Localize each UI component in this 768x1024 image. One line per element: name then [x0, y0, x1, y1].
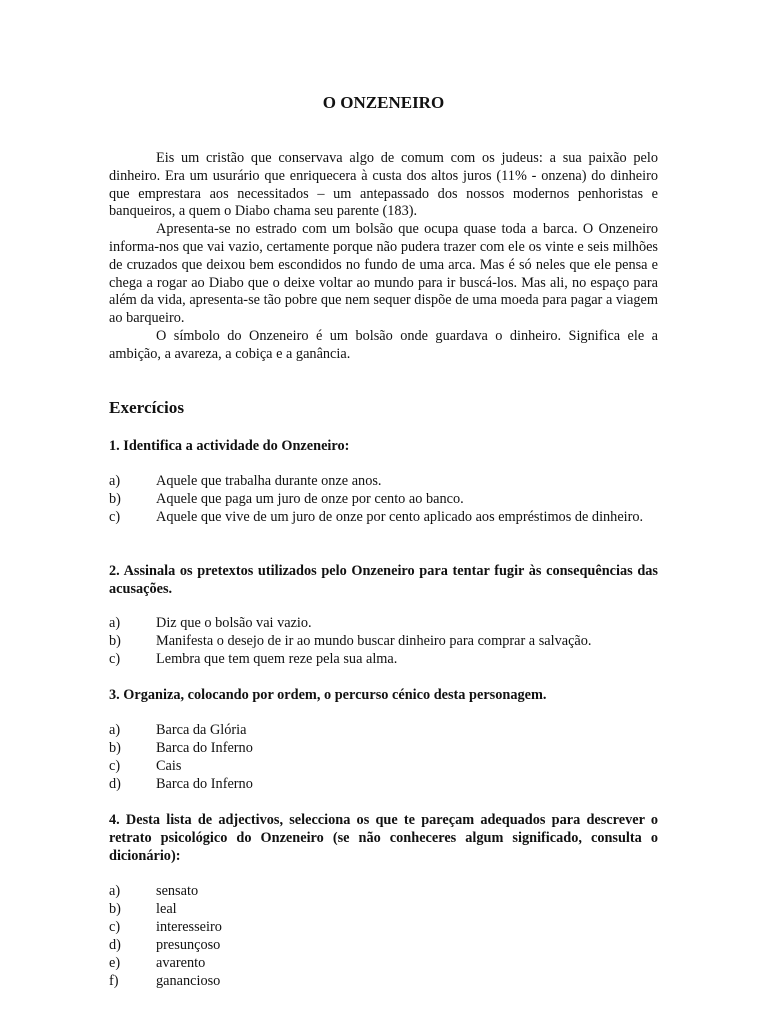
option-text: Barca do Inferno [156, 739, 253, 756]
option-text: sensato [156, 883, 199, 899]
option-item [109, 919, 658, 937]
option-item [109, 473, 658, 491]
option-marker: a) [109, 473, 121, 489]
option-item [109, 883, 658, 901]
intro-text [109, 150, 658, 364]
question-3: 3. Organiza, colocando por ordem, o percurso cénico desta personagem. [109, 687, 547, 703]
option-marker: a) [109, 883, 121, 899]
option-marker: e) [109, 954, 121, 971]
option-marker: f) [109, 972, 119, 989]
option-item [109, 937, 658, 955]
intro-paragraph: Eis um cristão que conservava algo de comum com os judeus: a sua paixão pelo dinheiro. Era um usurário que enriquecera à custa dos altos juros (11% - onzena) do dinheiro que emprestara aos necessitados – um antepassado dos nossos modernos penhoristas e banqueiros, a quem o Diabo chama seu parente (183). [109, 150, 658, 220]
question-1-options [109, 473, 658, 527]
option-text: interesseiro [156, 918, 222, 935]
intro-paragraph: O símbolo do Onzeneiro é um bolsão onde guardava o dinheiro. Significa ele a ambição, a avareza, a cobiça e a ganância. [109, 327, 658, 362]
option-text: Diz que o bolsão vai vazio. [156, 615, 312, 631]
option-marker: c) [109, 508, 121, 525]
option-item [109, 509, 658, 527]
option-text: leal [156, 900, 177, 917]
question-4-options [109, 883, 658, 990]
option-text: presunçoso [156, 936, 221, 953]
option-item [109, 955, 658, 973]
option-item [109, 651, 658, 669]
option-item [109, 740, 658, 758]
option-marker: d) [109, 936, 121, 953]
option-marker: a) [109, 722, 121, 738]
option-text: Aquele que trabalha durante onze anos. [156, 473, 382, 489]
option-marker: c) [109, 757, 121, 774]
question-3-options [109, 722, 658, 794]
option-marker: c) [109, 918, 121, 935]
option-marker: b) [109, 632, 121, 649]
option-marker: b) [109, 739, 121, 756]
question-4: 4. Desta lista de adjectivos, selecciona os que te pareçam adequados para descrever o retrato psicológico do Onzeneiro (se não conheceres algum significado, consulta o dicionário): [109, 812, 658, 864]
question-2-options [109, 615, 658, 669]
option-item [109, 633, 658, 651]
intro-paragraph: Apresenta-se no estrado com um bolsão que ocupa quase toda a barca. O Onzeneiro informa-nos que vai vazio, certamente porque não pudera trazer com ele os vinte e seis milhões de cruzados que deixou bem escondidos no fundo de uma arca. Mas é só neles que ele pensa e chega a rogar ao Diabo que o deixe voltar ao mundo para ir buscá-los. Mas ali, no espaço para além da vida, apresenta-se tão pobre que nem sequer dispõe de uma moeda para pagar a viagem ao barqueiro. [109, 221, 658, 327]
question-1: 1. Identifica a actividade do Onzeneiro: [109, 438, 350, 454]
option-marker: b) [109, 490, 121, 507]
option-item [109, 776, 658, 794]
option-item [109, 758, 658, 776]
option-item [109, 901, 658, 919]
option-marker: b) [109, 900, 121, 917]
option-item [109, 722, 658, 740]
option-text: Aquele que paga um juro de onze por cento ao banco. [156, 490, 464, 507]
document-title: O ONZENEIRO [322, 93, 445, 112]
exercises-heading: Exercícios [109, 398, 185, 417]
option-text: ganancioso [156, 972, 221, 989]
option-item [109, 973, 658, 991]
option-text: Manifesta o desejo de ir ao mundo buscar dinheiro para comprar a salvação. [156, 632, 592, 649]
option-marker: a) [109, 615, 121, 631]
option-text: Barca do Inferno [156, 775, 253, 792]
option-text: avarento [156, 954, 206, 971]
option-text: Aquele que vive de um juro de onze por cento aplicado aos empréstimos de dinheiro. [156, 508, 644, 525]
question-2: 2. Assinala os pretextos utilizados pelo Onzeneiro para tentar fugir às consequências das acusações. [109, 563, 658, 597]
option-marker: c) [109, 650, 121, 667]
option-text: Cais [156, 757, 182, 774]
option-item [109, 615, 658, 633]
option-text: Barca da Glória [156, 722, 247, 738]
option-marker: d) [109, 775, 121, 792]
option-item [109, 491, 658, 509]
option-text: Lembra que tem quem reze pela sua alma. [156, 650, 398, 667]
